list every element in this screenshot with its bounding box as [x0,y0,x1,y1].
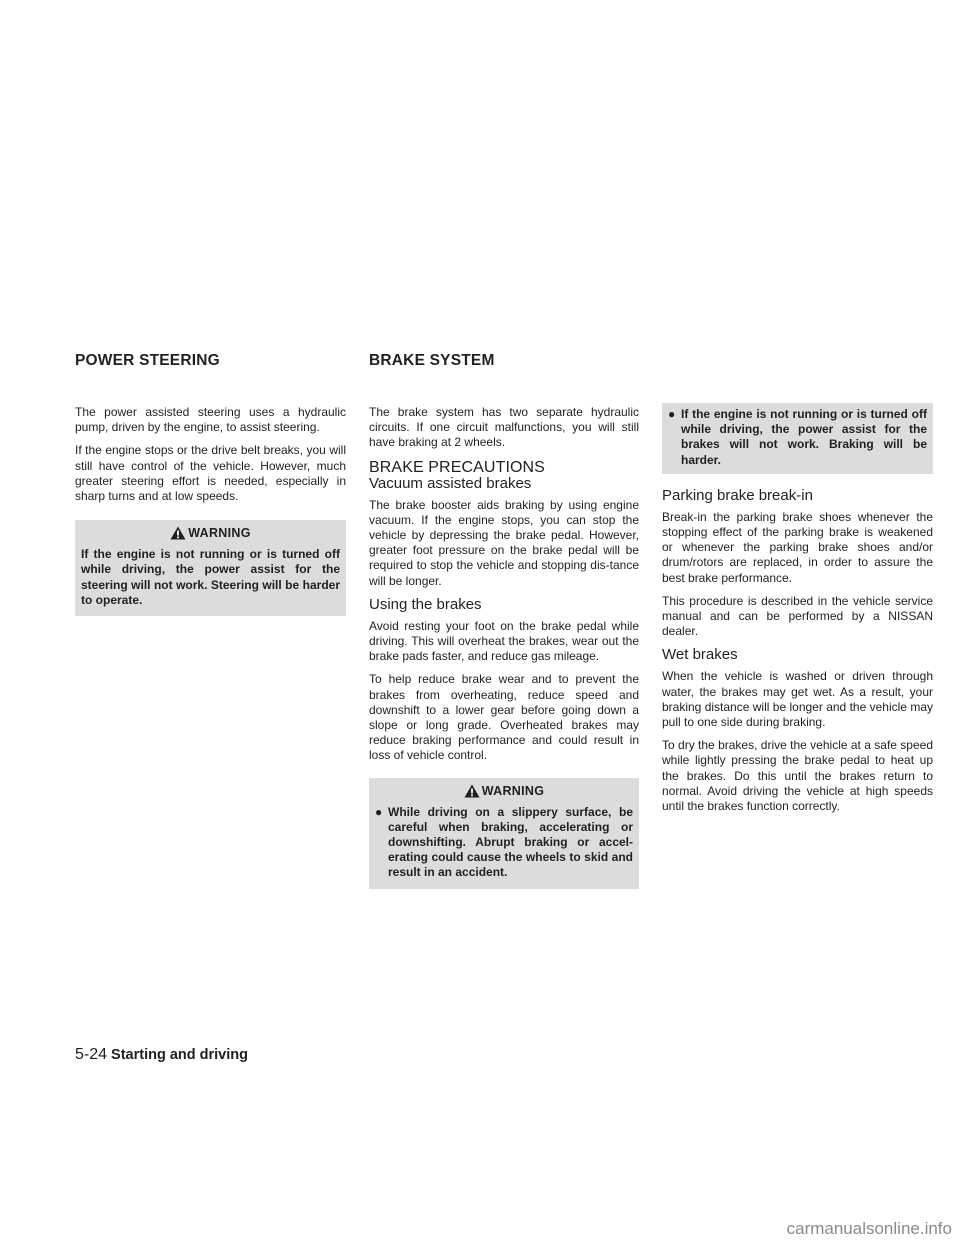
section-title-brake-system: BRAKE SYSTEM [369,352,495,369]
page-footer [75,1046,248,1064]
bullet-icon: ● [668,407,676,421]
paragraph: To help reduce brake wear and to prevent the brakes from overheating, reduce speed and downshift to a lower gear before going down a slope or long grade. Overheated brakes may reduce braking performance and could result in loss of vehicle control. [369,672,639,763]
warning-text: If the engine is not running or is turned off while driving, the power assist for the steering will not work. Steering will be harder to operate. [81,547,340,607]
heading-parking-brake-break-in: Parking brake break-in [662,486,813,504]
paragraph: Avoid resting your foot on the brake pedal while driving. This will overheat the brakes, wear out the brake pads faster, and reduce gas mileage. [369,618,639,664]
heading-vacuum-assisted-brakes: Vacuum assisted brakes [369,474,532,492]
page-number: 5-24 [75,1046,108,1063]
column-power-steering [75,405,346,616]
heading-wet-brakes: Wet brakes [662,646,738,664]
paragraph: When the vehicle is washed or driven through water, the brakes may get wet. As a result, your braking distance will be longer and the vehicle may pull to one side during braking. [662,669,933,730]
paragraph: The brake system has two separate hydraulic circuits. If one circuit malfunctions, you will still have braking at 2 wheels. [369,405,639,450]
column-brake-system [369,405,639,889]
paragraph: If the engine stops or the drive belt breaks, you will still have control of the vehicle. However, much greater steering effort is needed, especially in sharp turns and at low speeds. [75,443,346,504]
warning-box [75,520,346,616]
chapter-title: Starting and driving [111,1047,248,1063]
warning-label: WARNING [481,783,545,798]
paragraph: Break-in the parking brake shoes whenever the stopping effect of the parking brake is weakened or whenever the parking brake shoes and/or drum/rotors are replaced, in order to assure the best brake performance. [662,509,933,585]
watermark: carmanualsonline.info [786,1219,952,1238]
warning-bullet [375,805,633,881]
warning-triangle-icon [170,526,186,540]
section-title-power-steering: POWER STEERING [75,352,220,369]
bullet-icon: ● [375,804,383,819]
warning-label: WARNING [188,526,251,541]
paragraph: This procedure is described in the vehicle service manual and can be performed by a NISSAN dealer. [662,593,933,639]
warning-box-continued [662,403,933,474]
paragraph: To dry the brakes, drive the vehicle at a safe speed while lightly pressing the brake pedal to heat up the brakes. Do this until the brakes return to normal. Avoid driving the vehicle at high speeds until the brakes function correctly. [662,738,933,814]
heading-brake-precautions: BRAKE PRECAUTIONS [369,458,545,476]
paragraph: The brake booster aids braking by using engine vacuum. If the engine stops, you can stop the vehicle by depressing the brake pedal. However, greater foot pressure on the brake pedal will be required to stop the vehicle and stopping dis-tance will be longer. [369,497,639,588]
warning-bullet-text: If the engine is not running or is turned off while driving, the power assist for the brakes will not work. Braking will be harder. [681,407,927,467]
warning-triangle-icon [464,784,480,798]
warning-header [81,526,340,540]
paragraph: The power assisted steering uses a hydraulic pump, driven by the engine, to assist steering. [75,405,346,435]
warning-bullet [668,407,927,468]
warning-header [375,784,633,798]
warning-bullet-text: While driving on a slippery surface, be careful when braking, accelerating or downshifting. Abrupt braking or accel-erating could cause the wheels to skid and result in an accident. [388,804,633,880]
warning-box [369,778,639,889]
column-brake-continued [662,405,933,822]
heading-using-the-brakes: Using the brakes [369,595,482,613]
